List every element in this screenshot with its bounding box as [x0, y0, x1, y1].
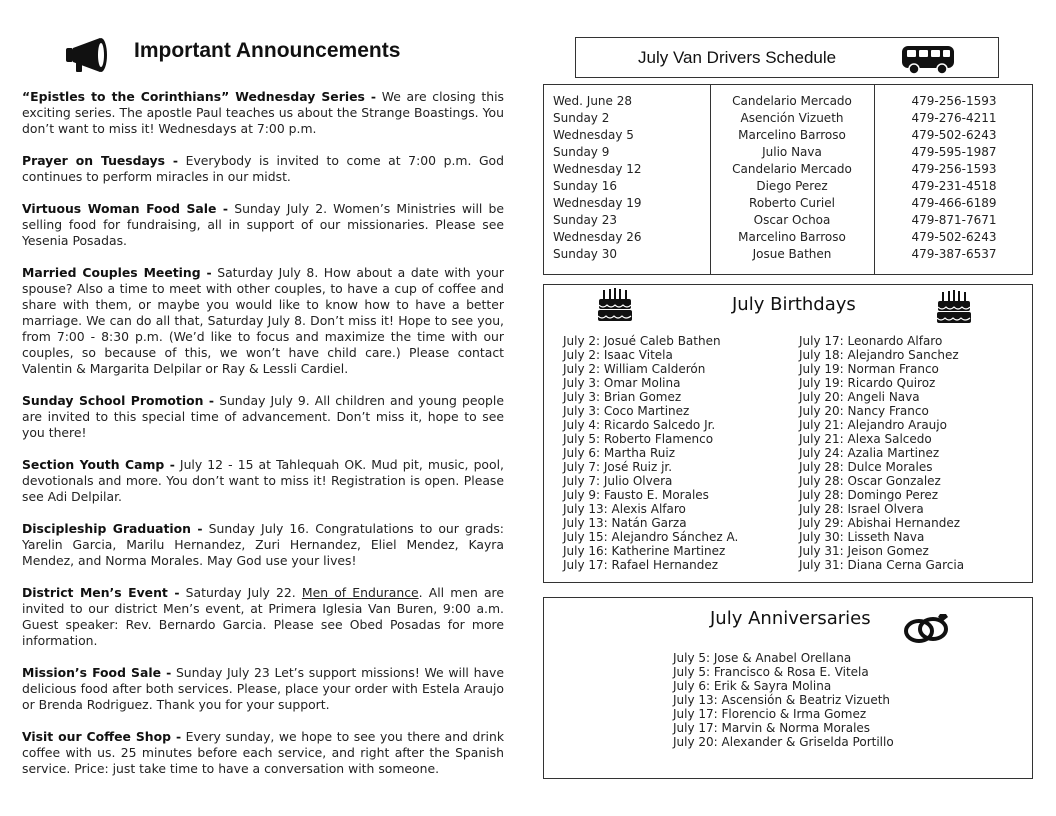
list-item: July 2: Isaac Vitela: [563, 348, 673, 362]
schedule-day: Sunday 2: [553, 111, 610, 125]
announcements-title: Important Announcements: [134, 39, 401, 62]
announcement-item: [22, 585, 504, 649]
list-item: July 15: Alejandro Sánchez A.: [563, 530, 739, 544]
list-item: July 21: Alexa Salcedo: [799, 432, 932, 446]
announcement-item: [22, 201, 504, 249]
announcement-heading: “Epistles to the Corinthians” Wednesday Series -: [22, 89, 377, 104]
announcement-heading: Prayer on Tuesdays -: [22, 153, 179, 168]
announcement-item: [22, 665, 504, 713]
list-item: July 29: Abishai Hernandez: [799, 516, 961, 530]
announcement-heading: Discipleship Graduation -: [22, 521, 203, 536]
list-item: July 31: Diana Cerna Garcia: [799, 558, 965, 572]
announcement-heading: Virtuous Woman Food Sale -: [22, 201, 229, 216]
announcement-item: [22, 729, 504, 777]
list-item: July 19: Norman Franco: [799, 362, 939, 376]
table-row: [544, 162, 1032, 179]
list-item: July 13: Natán Garza: [563, 516, 687, 530]
schedule-day: Sunday 23: [553, 213, 617, 227]
megaphone-icon: [64, 36, 112, 76]
list-item: July 18: Alejandro Sanchez: [799, 348, 959, 362]
announcement-item: [22, 265, 504, 377]
schedule-phone: 479-231-4518: [911, 179, 997, 193]
cake-icon: [597, 286, 633, 326]
birthdays-column-right: [799, 334, 964, 572]
list-item: July 31: Jeison Gomez: [799, 544, 929, 558]
cake-icon: [936, 288, 972, 328]
schedule-driver: Roberto Curiel: [749, 196, 835, 210]
list-item: July 6: Martha Ruiz: [563, 446, 676, 460]
schedule-phone: 479-256-1593: [911, 94, 997, 108]
schedule-day: Sunday 9: [553, 145, 610, 159]
list-item: July 17: Leonardo Alfaro: [799, 334, 943, 348]
birthdays-column-left: [563, 334, 738, 572]
van-icon: [900, 43, 956, 75]
list-item: July 7: José Ruiz jr.: [563, 460, 673, 474]
list-item: July 19: Ricardo Quiroz: [799, 376, 936, 390]
van-schedule-title: July Van Drivers Schedule: [638, 48, 837, 67]
table-row: [544, 128, 1032, 145]
list-item: July 20: Angeli Nava: [799, 390, 920, 404]
schedule-day: Sunday 16: [553, 179, 617, 193]
schedule-driver: Marcelino Barroso: [738, 230, 846, 244]
announcement-item: [22, 521, 504, 569]
list-item: July 17: Florencio & Irma Gomez: [673, 707, 867, 721]
schedule-driver: Candelario Mercado: [732, 162, 852, 176]
schedule-day: Sunday 30: [553, 247, 617, 261]
schedule-driver: Julio Nava: [762, 145, 822, 159]
list-item: July 3: Omar Molina: [563, 376, 681, 390]
announcement-text: Saturday July 22.: [179, 585, 302, 600]
list-item: July 17: Rafael Hernandez: [563, 558, 719, 572]
table-row: [544, 196, 1032, 213]
schedule-phone: 479-871-7671: [911, 213, 997, 227]
list-item: July 13: Alexis Alfaro: [563, 502, 686, 516]
schedule-driver: Marcelino Barroso: [738, 128, 846, 142]
announcement-item: [22, 393, 504, 441]
anniversaries-title: July Anniversaries: [710, 608, 871, 629]
announcement-text: Everybody is invited to come at 7:00 p.m. God continues to perform miracles in our midst.: [22, 153, 505, 184]
list-item: July 3: Brian Gomez: [563, 390, 682, 404]
list-item: July 28: Oscar Gonzalez: [799, 474, 941, 488]
list-item: July 13: Ascensión & Beatriz Vizueth: [673, 693, 891, 707]
anniversaries-list: [673, 651, 894, 749]
list-item: July 17: Marvin & Norma Morales: [673, 721, 871, 735]
schedule-day: Wednesday 5: [553, 128, 634, 142]
announcement-text: Saturday July 8. How about a date with your spouse? Also a time to meet with other couples, to have a cup of coffee and share with them, or maybe you would like to know how to have a better marriage. We can do all that, Saturday July 8. Don’t miss it! Hope to see you, from 7:00 - 8:30 p.m. (We’d like to focus and maximize the time with our couples, so because of this, we won’t have child care.) Please contact Valentin & Margarita Delpilar or Ray & Lessli Cardiel.: [22, 265, 504, 376]
schedule-driver: Diego Perez: [756, 179, 828, 193]
schedule-phone: 479-387-6537: [911, 247, 997, 261]
table-row: [544, 145, 1032, 162]
list-item: July 20: Nancy Franco: [799, 404, 929, 418]
schedule-day: Wednesday 12: [553, 162, 642, 176]
announcement-text: July 12 - 15 at Tahlequah OK. Mud pit, music, pool, devotionals and more. You don’t want to miss it! Registration is open. Please see Adi Delpilar.: [22, 457, 504, 504]
list-item: July 2: William Calderón: [563, 362, 706, 376]
schedule-phone: 479-502-6243: [911, 230, 997, 244]
announcement-heading: Mission’s Food Sale -: [22, 665, 172, 680]
announcement-item: [22, 457, 504, 505]
list-item: July 5: Francisco & Rosa E. Vitela: [673, 665, 869, 679]
announcement-heading: Sunday School Promotion -: [22, 393, 214, 408]
schedule-phone: 479-502-6243: [911, 128, 997, 142]
list-item: July 24: Azalia Martinez: [799, 446, 940, 460]
announcements-list: [22, 89, 504, 793]
list-item: July 28: Dulce Morales: [799, 460, 933, 474]
list-item: July 5: Roberto Flamenco: [563, 432, 714, 446]
announcement-event-name: Men of Endurance: [301, 585, 419, 600]
schedule-phone: 479-276-4211: [911, 111, 997, 125]
schedule-phone: 479-595-1987: [911, 145, 997, 159]
list-item: July 20: Alexander & Griselda Portillo: [673, 735, 894, 749]
table-row: [544, 230, 1032, 247]
announcement-item: [22, 153, 504, 185]
list-item: July 7: Julio Olvera: [563, 474, 673, 488]
list-item: July 3: Coco Martinez: [563, 404, 690, 418]
announcement-heading: District Men’s Event -: [22, 585, 180, 600]
announcement-text: Sunday July 23 Let’s support missions! We will have delicious food after both services. Please, place your order with Estela Araujo or Brenda Rodriguez. Thank you for your support.: [22, 665, 504, 712]
announcement-text: Sunday July 2. Women’s Ministries will be selling food for fundraising, all in support of our missionaries. Please see Yesenia Posadas.: [22, 201, 504, 248]
schedule-phone: 479-256-1593: [911, 162, 997, 176]
table-row: [544, 111, 1032, 128]
table-row: [544, 94, 1032, 111]
list-item: July 16: Katherine Martinez: [563, 544, 726, 558]
announcement-heading: Section Youth Camp -: [22, 457, 175, 472]
wedding-rings-icon: [902, 612, 952, 644]
schedule-driver: Josue Bathen: [752, 247, 832, 261]
list-item: July 28: Israel Olvera: [799, 502, 924, 516]
table-row: [544, 213, 1032, 230]
list-item: July 2: Josué Caleb Bathen: [563, 334, 721, 348]
schedule-driver: Candelario Mercado: [732, 94, 852, 108]
list-item: July 4: Ricardo Salcedo Jr.: [563, 418, 716, 432]
list-item: July 9: Fausto E. Morales: [563, 488, 709, 502]
schedule-day: Wednesday 19: [553, 196, 642, 210]
schedule-driver: Oscar Ochoa: [753, 213, 831, 227]
schedule-day: Wednesday 26: [553, 230, 642, 244]
announcement-text: Sunday July 16. Congratulations to our grads: Yarelin Garcia, Marilu Hernandez, Zuri Hernandez, Eliel Mendez, Kayra Mendez, and Norma Morales. May God use your lives!: [22, 521, 504, 568]
list-item: July 28: Domingo Perez: [799, 488, 939, 502]
announcement-heading: Married Couples Meeting -: [22, 265, 212, 280]
schedule-phone: 479-466-6189: [911, 196, 997, 210]
table-row: [544, 247, 1032, 264]
list-item: July 21: Alejandro Araujo: [799, 418, 947, 432]
list-item: July 30: Lisseth Nava: [799, 530, 925, 544]
van-schedule-table: [543, 84, 1033, 275]
announcement-text: Sunday July 9. All children and young people are invited to this special time of advancement. Don’t miss it, hope to see you there!: [22, 393, 504, 440]
announcement-item: [22, 89, 504, 137]
list-item: July 5: Jose & Anabel Orellana: [673, 651, 852, 665]
schedule-driver: Asención Vizueth: [740, 111, 844, 125]
birthdays-title: July Birthdays: [732, 294, 856, 315]
list-item: July 6: Erik & Sayra Molina: [673, 679, 832, 693]
table-row: [544, 179, 1032, 196]
announcement-text: Every sunday, we hope to see you there and drink coffee with us. 25 minutes before each service, and right after the Spanish service. Price: just take time to have a conversation with someone.: [22, 729, 504, 776]
announcement-text: . All men are invited to our district Men’s event, at Primera Iglesia Van Buren, 9:00 a.m. Guest speaker: Rev. Bernardo Garcia. Please see Obed Posadas for more information.: [22, 585, 504, 648]
announcement-heading: Visit our Coffee Shop -: [22, 729, 182, 744]
schedule-day: Wed. June 28: [553, 94, 633, 108]
announcement-text: We are closing this exciting series. The apostle Paul teaches us about the Strange Boastings. You don’t want to miss it! Wednesdays at 7:00 p.m.: [22, 89, 504, 136]
